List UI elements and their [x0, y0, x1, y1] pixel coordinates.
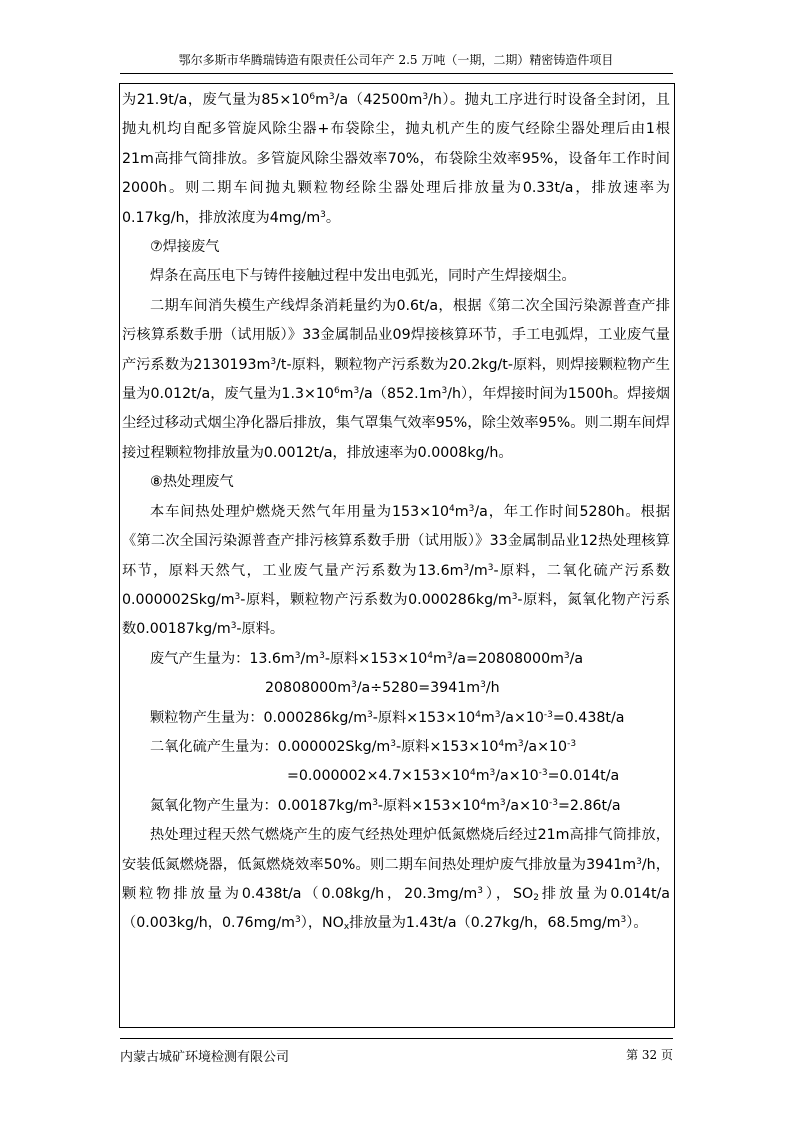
paragraph-heat-treatment-emission: 热处理过程天然气燃烧产生的废气经热处理炉低氮燃烧后经过21m高排气筒排放，安装低氮燃烧器，低氮燃烧效率50%。则二期车间热处理炉废气排放量为$3941m^3/h$，颗粒物排放量为0.438t/a（0.08kg/h，$20.3mg/m^3$），$SO_2$排放量为0.014t/a（0.003kg/h，$0.76mg/m^3$），$NO_x$排放量为1.43t/a（0.27kg/h，$68.5mg/m^3$）。 [122, 827, 670, 933]
header-rule [120, 73, 673, 74]
calc-exhaust-rate: $20808000m^3/a\div 5280=3941m^3/h$ [265, 680, 500, 697]
paragraph-shot-blasting: 为21.9t/a，废气量为$85\times 10^6m^3/a(42500m^3/h)$。抛丸工序进行时设备全封闭，且抛丸机均自配多管旋风除尘器+布袋除尘，抛丸机产生的废气经除尘器处理后由1根21m高排气筒排放。多管旋风除尘器效率70%，布袋除尘效率95%，设备年工作时间2000h。则二期车间抛丸颗粒物经除尘器处理后排放量为0.33t/a，排放速率为0.17kg/h，排放浓度为$4mg/m^3$。 [122, 92, 670, 226]
calc-particulate: 颗粒物产生量为：$0.000286kg/m^3-$原料$\times 153\times 10^4m^3/a\times 10^{-3}=0.438t/a$ [150, 709, 625, 726]
heading-heat-treatment-gas: ⑧热处理废气 [150, 474, 234, 491]
paragraph-heat-treatment: 本车间热处理炉燃烧天然气年用量为$153\times 10^4m^3/a$，年工作时间5280h。根据《第二次全国污染源普查产排污核算系数手册（试用版）》33金属制品业12热处理核算环节，原料天然气，工业废气量产污系数为$13.6m^3/m^3-$原料，二氧化硫产污系数$0.000002Skg/m^3-$原料，颗粒物产污系数为$0.000286kg/m^3-$原料，氮氧化物产污系数$0.00187kg/m^3-$原料。 [122, 503, 671, 638]
calc-exhaust-volume: 废气产生量为：$13.6m^3/m^3-$原料$\times 153\times 10^4m^3/a=20808000m^3/a$ [150, 650, 584, 667]
footer-company: 内蒙古城矿环境检测有限公司 [120, 1050, 290, 1065]
page-header: 鄂尔多斯市华腾瑞铸造有限责任公司年产 2.5 万吨（一期，二期）精密铸造件项目 [178, 53, 614, 67]
calc-nitrogen-oxides: 氮氧化物产生量为：$0.00187kg/m^3-$原料$\times 153\times 10^4m^3/a\times 10^{-3}=2.86t/a$ [150, 797, 621, 814]
calc-sulfur-dioxide: 二氧化硫产生量为：$0.000002Skg/m^3-$原料$\times 153\times 10^4m^3/a\times 10^{-3}$ [150, 738, 577, 755]
paragraph-welding-calc: 二期车间消失模生产线焊条消耗量约为0.6t/a，根据《第二次全国污染源普查产排污核算系数手册（试用版）》33金属制品业09焊接核算环节，手工电弧焊，工业废气量产污系数为$2130193m^3/t-$原料，颗粒物产污系数为20.2kg/t-原料，则焊接颗粒物产生量为0.012t/a，废气量为$1.3\times 10^6m^3/a(852.1m^3/h)$，年焊接时间为1500h。焊接烟尘经过移动式烟尘净化器后排放，集气罩集气效率95%，除尘效率95%。则二期车间焊接过程颗粒物排放量为0.0012t/a，排放速率为0.0008kg/h。 [122, 297, 670, 461]
heading-welding-gas: ⑦焊接废气 [150, 239, 220, 256]
paragraph-welding-intro: 焊条在高压电下与铸件接触过程中发出电弧光，同时产生焊接烟尘。 [150, 268, 576, 285]
page-number: 第 32 页 [626, 1048, 673, 1062]
calc-sulfur-dioxide-result: $=0.000002\times 4.7\times 153\times 10^4m^3/a\times 10^{-3}=0.014t/a$ [287, 768, 620, 785]
body-text [122, 86, 670, 939]
footer-rule [120, 1038, 673, 1039]
